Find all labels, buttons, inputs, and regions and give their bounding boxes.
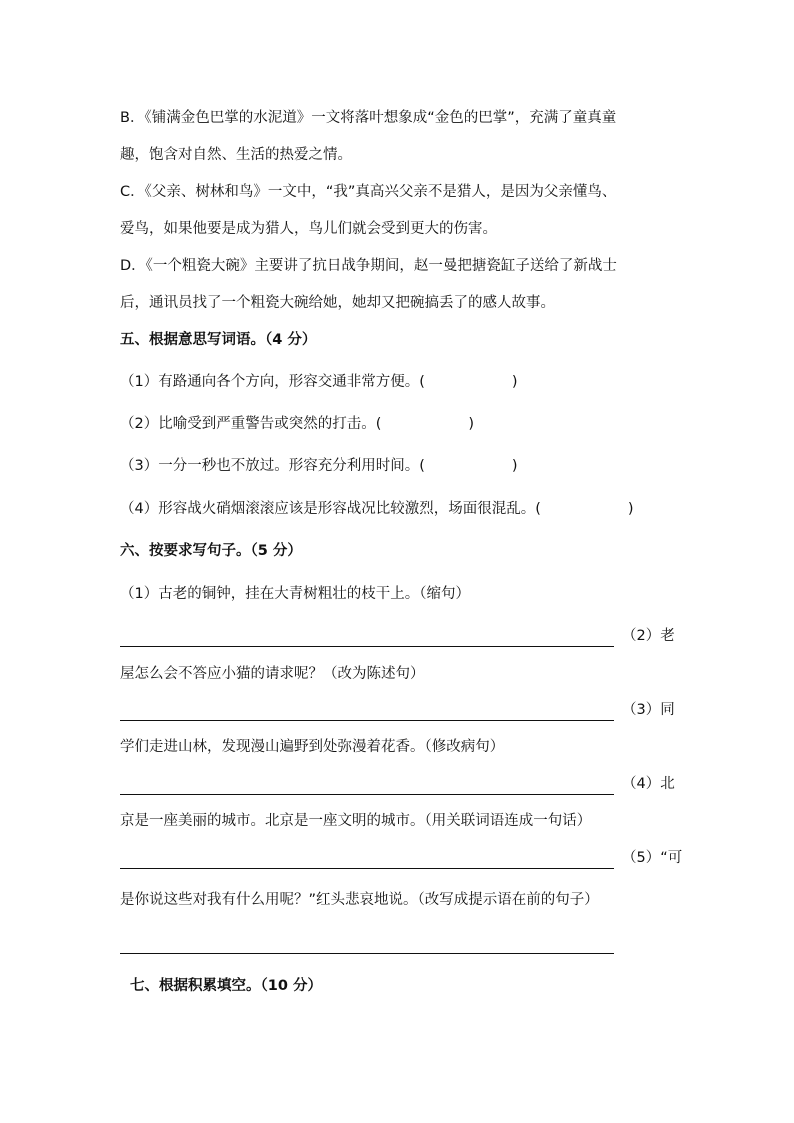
section-six-question-2: 屋怎么会不答应小猫的请求呢？（改为陈述句） (120, 666, 425, 682)
section-five-item-3: （3）一分一秒也不放过。形容充分利用时间。( ) (120, 458, 518, 474)
question-3-number: （3）同 (622, 702, 675, 718)
section-six-question-3: 学们走进山林，发现漫山遍野到处弥漫着花香。（修改病句） (120, 739, 505, 755)
section-five-item-2: （2）比喻受到严重警告或突然的打击。( ) (120, 416, 475, 432)
option-b-line2: 趣，饱含对自然、生活的热爱之情。 (120, 147, 352, 163)
question-2-number: （2）老 (622, 628, 675, 644)
option-c-line2: 爱鸟，如果他要是成为猎人，鸟儿们就会受到更大的伤害。 (120, 221, 497, 237)
section-six-question-4: 京是一座美丽的城市。北京是一座文明的城市。（用关联词语连成一句话） (120, 813, 592, 829)
answer-line-1[interactable] (120, 646, 614, 647)
option-b-line1: B．《铺满金色巴掌的水泥道》一文将落叶想象成“金色的巴掌”，充满了童真童 (120, 110, 617, 126)
answer-line-4[interactable] (120, 868, 614, 869)
section-five-heading: 五、根据意思写词语。（4 分） (120, 332, 317, 348)
section-seven-heading: 七、根据积累填空。（10 分） (130, 978, 322, 994)
question-5-number: （5）“可 (622, 850, 683, 866)
answer-line-5[interactable] (120, 953, 614, 954)
question-4-number: （4）北 (622, 776, 675, 792)
option-d-line1: D．《一个粗瓷大碗》主要讲了抗日战争期间，赵一曼把搪瓷缸子送给了新战士 (120, 258, 617, 274)
section-six-heading: 六、按要求写句子。（5 分） (120, 543, 302, 559)
section-five-item-1: （1）有路通向各个方向，形容交通非常方便。( ) (120, 374, 518, 390)
section-five-item-4: （4）形容战火硝烟滚滚应该是形容战况比较激烈，场面很混乱。( ) (120, 501, 634, 517)
answer-line-2[interactable] (120, 720, 614, 721)
option-d-line2: 后，通讯员找了一个粗瓷大碗给她，她却又把碗搞丢了的感人故事。 (120, 295, 555, 311)
option-c-line1: C．《父亲、树林和鸟》一文中，“我”真高兴父亲不是猎人，是因为父亲懂鸟、 (120, 184, 617, 200)
section-six-question-5: 是你说这些对我有什么用呢？”红头悲哀地说。（改写成提示语在前的句子） (120, 892, 599, 908)
answer-line-3[interactable] (120, 794, 614, 795)
section-six-question-1: （1）古老的铜钟，挂在大青树粗壮的枝干上。（缩句） (120, 586, 470, 602)
